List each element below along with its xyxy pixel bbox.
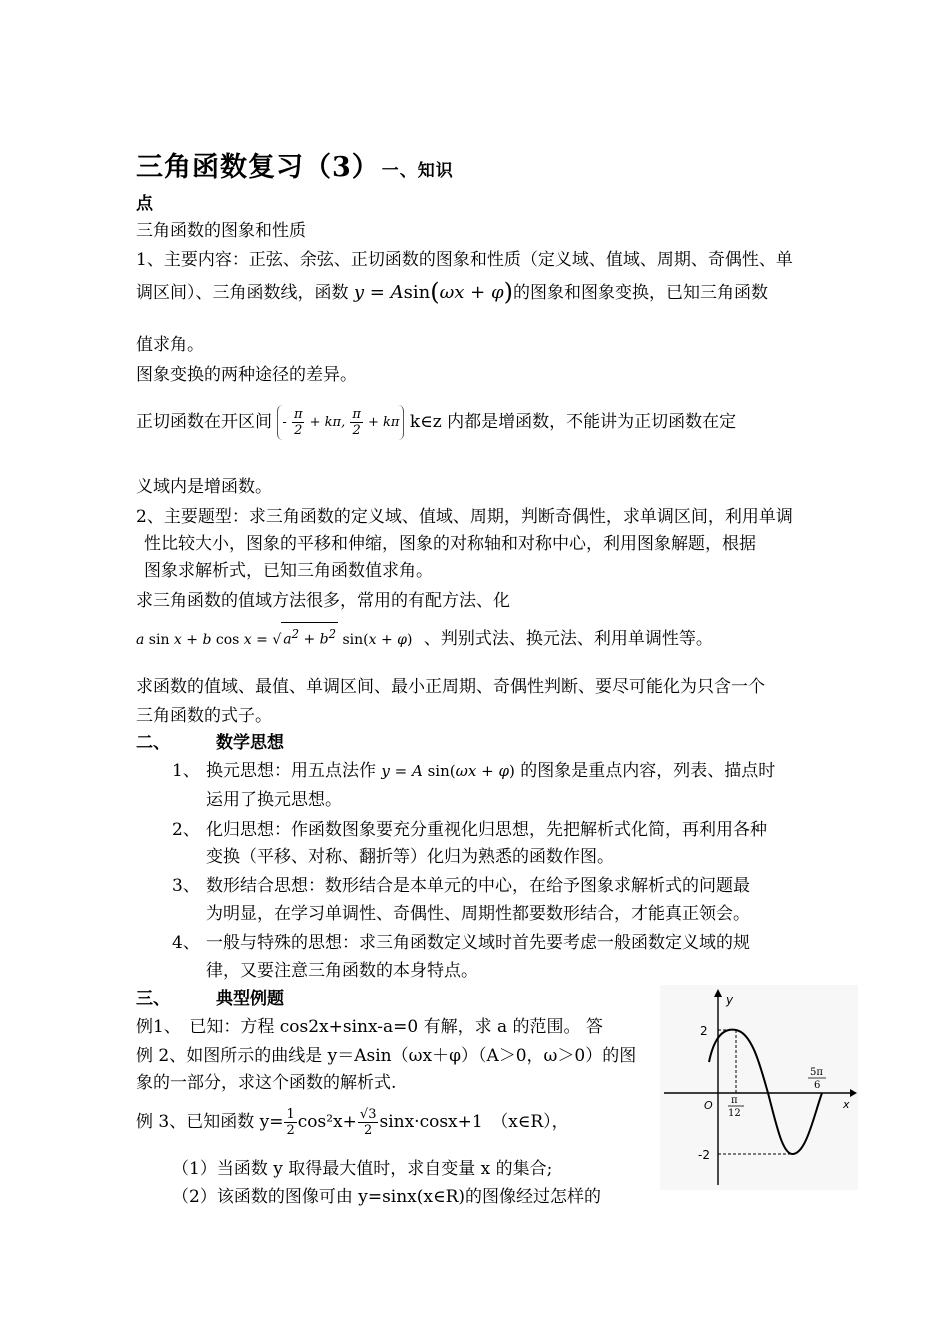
list-number: 1、 (172, 761, 200, 781)
section1-heading: 一、知识 (381, 161, 454, 181)
fraction-sqrt3-half: $\frac{√3}{2}$ (359, 1107, 377, 1138)
text-line: 2、主要题型：求三角函数的定义域、值域、周期，判断奇偶性，求单调区间，利用单调 (136, 507, 793, 527)
text-line (136, 622, 713, 651)
text-span: cos²x+ (297, 1112, 357, 1132)
x-tick-5pi-6-den: 6 (814, 1080, 821, 1091)
y-tick-bottom-label: -2 (698, 1148, 710, 1162)
text-line (136, 278, 768, 306)
formula-auxiliary-angle: a sin x + b cos x = √ $a^2 + b^2$ sin(x + φ) (136, 632, 412, 648)
question-2: （2）该函数的图像可由 y=sinx(x∈R)的图像经过怎样的 (172, 1187, 602, 1207)
section-title: 数学思想 (216, 733, 284, 753)
section-number: 二、 (136, 733, 170, 753)
text-line: 图象变换的两种途径的差异。 (136, 365, 357, 385)
text-span: 数形结合思想：数形结合是本单元的中心，在给予图象求解析式的问题最 (206, 876, 750, 896)
text-line: 图象求解析式，已知三角函数值求角。 (144, 561, 433, 581)
sine-graph-figure (660, 985, 858, 1190)
example-2: 例 2、如图所示的曲线是 y＝Asin（ωx＋φ）（A＞0，ω＞0）的图 (136, 1046, 637, 1066)
graph-background (660, 985, 858, 1190)
x-tick-pi-12-num: π (731, 1095, 738, 1106)
y-axis-label: y (726, 993, 734, 1007)
list-item (172, 875, 750, 897)
example-1: 例1、 已知：方程 cos2x+sinx-a=0 有解，求 a 的范围。 答 (136, 1017, 603, 1037)
formula-y-asin-2: y = A sin(ωx + φ) (381, 762, 515, 780)
text-line: 变换（平移、对称、翻折等）化归为熟悉的函数作图。 (206, 847, 614, 867)
text-line: 求函数的值域、最值、单调区间、最小正周期、奇偶性判断、要尽可能化为只含一个 (136, 677, 765, 697)
interval-formula: - $\frac{\pi}{2}$ + kπ, $\frac{\pi}{2}$ + kπ (277, 405, 404, 440)
text-line: 求三角函数的值域方法很多，常用的有配方法、化 (136, 591, 510, 611)
question-1: （1）当函数 y 取得最大值时，求自变量 x 的集合; (172, 1159, 553, 1179)
title-main-text: 三角函数复习（3） (136, 152, 380, 183)
text-line: 为明显，在学习单调性、奇偶性、周期性都要数形结合，才能真正领会。 (206, 904, 750, 924)
text-line: 性比较大小，图象的平移和伸缩，图象的对称轴和对称中心，利用图象解题，根据 (144, 534, 756, 554)
list-number: 4、 (172, 933, 200, 953)
list-number: 3、 (172, 876, 200, 896)
text-span: 化归思想：作函数图象要充分重视化归思想，先把解析式化简，再利用各种 (206, 820, 767, 840)
list-item (172, 932, 750, 954)
section3-heading (136, 988, 284, 1010)
fraction-half: $\frac{1}{2}$ (286, 1107, 295, 1138)
text-span: 换元思想：用五点法作 (206, 761, 376, 781)
section-number: 三、 (136, 989, 170, 1009)
text-line: 1、主要内容：正弦、余弦、正切函数的图象和性质（定义域、值域、周期、奇偶性、单 (136, 250, 793, 270)
text-span: 一般与特殊的思想：求三角函数定义域时首先要考虑一般函数定义域的规 (206, 933, 750, 953)
section2-heading (136, 732, 284, 754)
text-span: 、判别式法、换元法、利用单调性等。 (423, 628, 713, 649)
text-span: 正切函数在开区间 (136, 412, 272, 432)
text-span: 的图象是重点内容，列表、描点时 (520, 761, 776, 781)
text-line: 值求角。 (136, 335, 204, 355)
text-line: 三角函数的式子。 (136, 706, 272, 726)
x-axis-label: x (843, 1098, 850, 1111)
text-line: 运用了换元思想。 (206, 790, 342, 810)
section1-heading-cont: 点 (136, 194, 153, 214)
text-span: k∈z 内都是增函数，不能讲为正切函数在定 (409, 412, 737, 432)
x-tick-pi-12-den: 12 (728, 1108, 741, 1119)
text-span: 调区间）、三角函数线，函数 (136, 283, 349, 303)
text-line (136, 405, 736, 440)
y-tick-top-label: 2 (700, 1024, 708, 1038)
text-span: 的图象和图象变换，已知三角函数 (512, 283, 768, 303)
text-line: 象的一部分，求这个函数的解析式. (136, 1073, 397, 1093)
page-title (136, 145, 454, 184)
x-tick-5pi-6-num: 5π (810, 1067, 823, 1078)
example-3 (136, 1107, 569, 1138)
list-item (172, 760, 775, 782)
list-number: 2、 (172, 820, 200, 840)
text-line: 义域内是增函数。 (136, 477, 272, 497)
text-line: 三角函数的图象和性质 (136, 221, 306, 241)
formula-y-asin: y = Asin(ωx + φ) (353, 278, 513, 306)
text-span: 例 3、已知函数 y= (136, 1112, 284, 1132)
text-line: 律，又要注意三角函数的本身特点。 (206, 961, 478, 981)
section-title: 典型例题 (216, 989, 284, 1009)
text-span: sinx·cosx+1 （x∈R）， (379, 1112, 569, 1132)
origin-label: O (704, 1099, 713, 1112)
list-item (172, 819, 767, 841)
